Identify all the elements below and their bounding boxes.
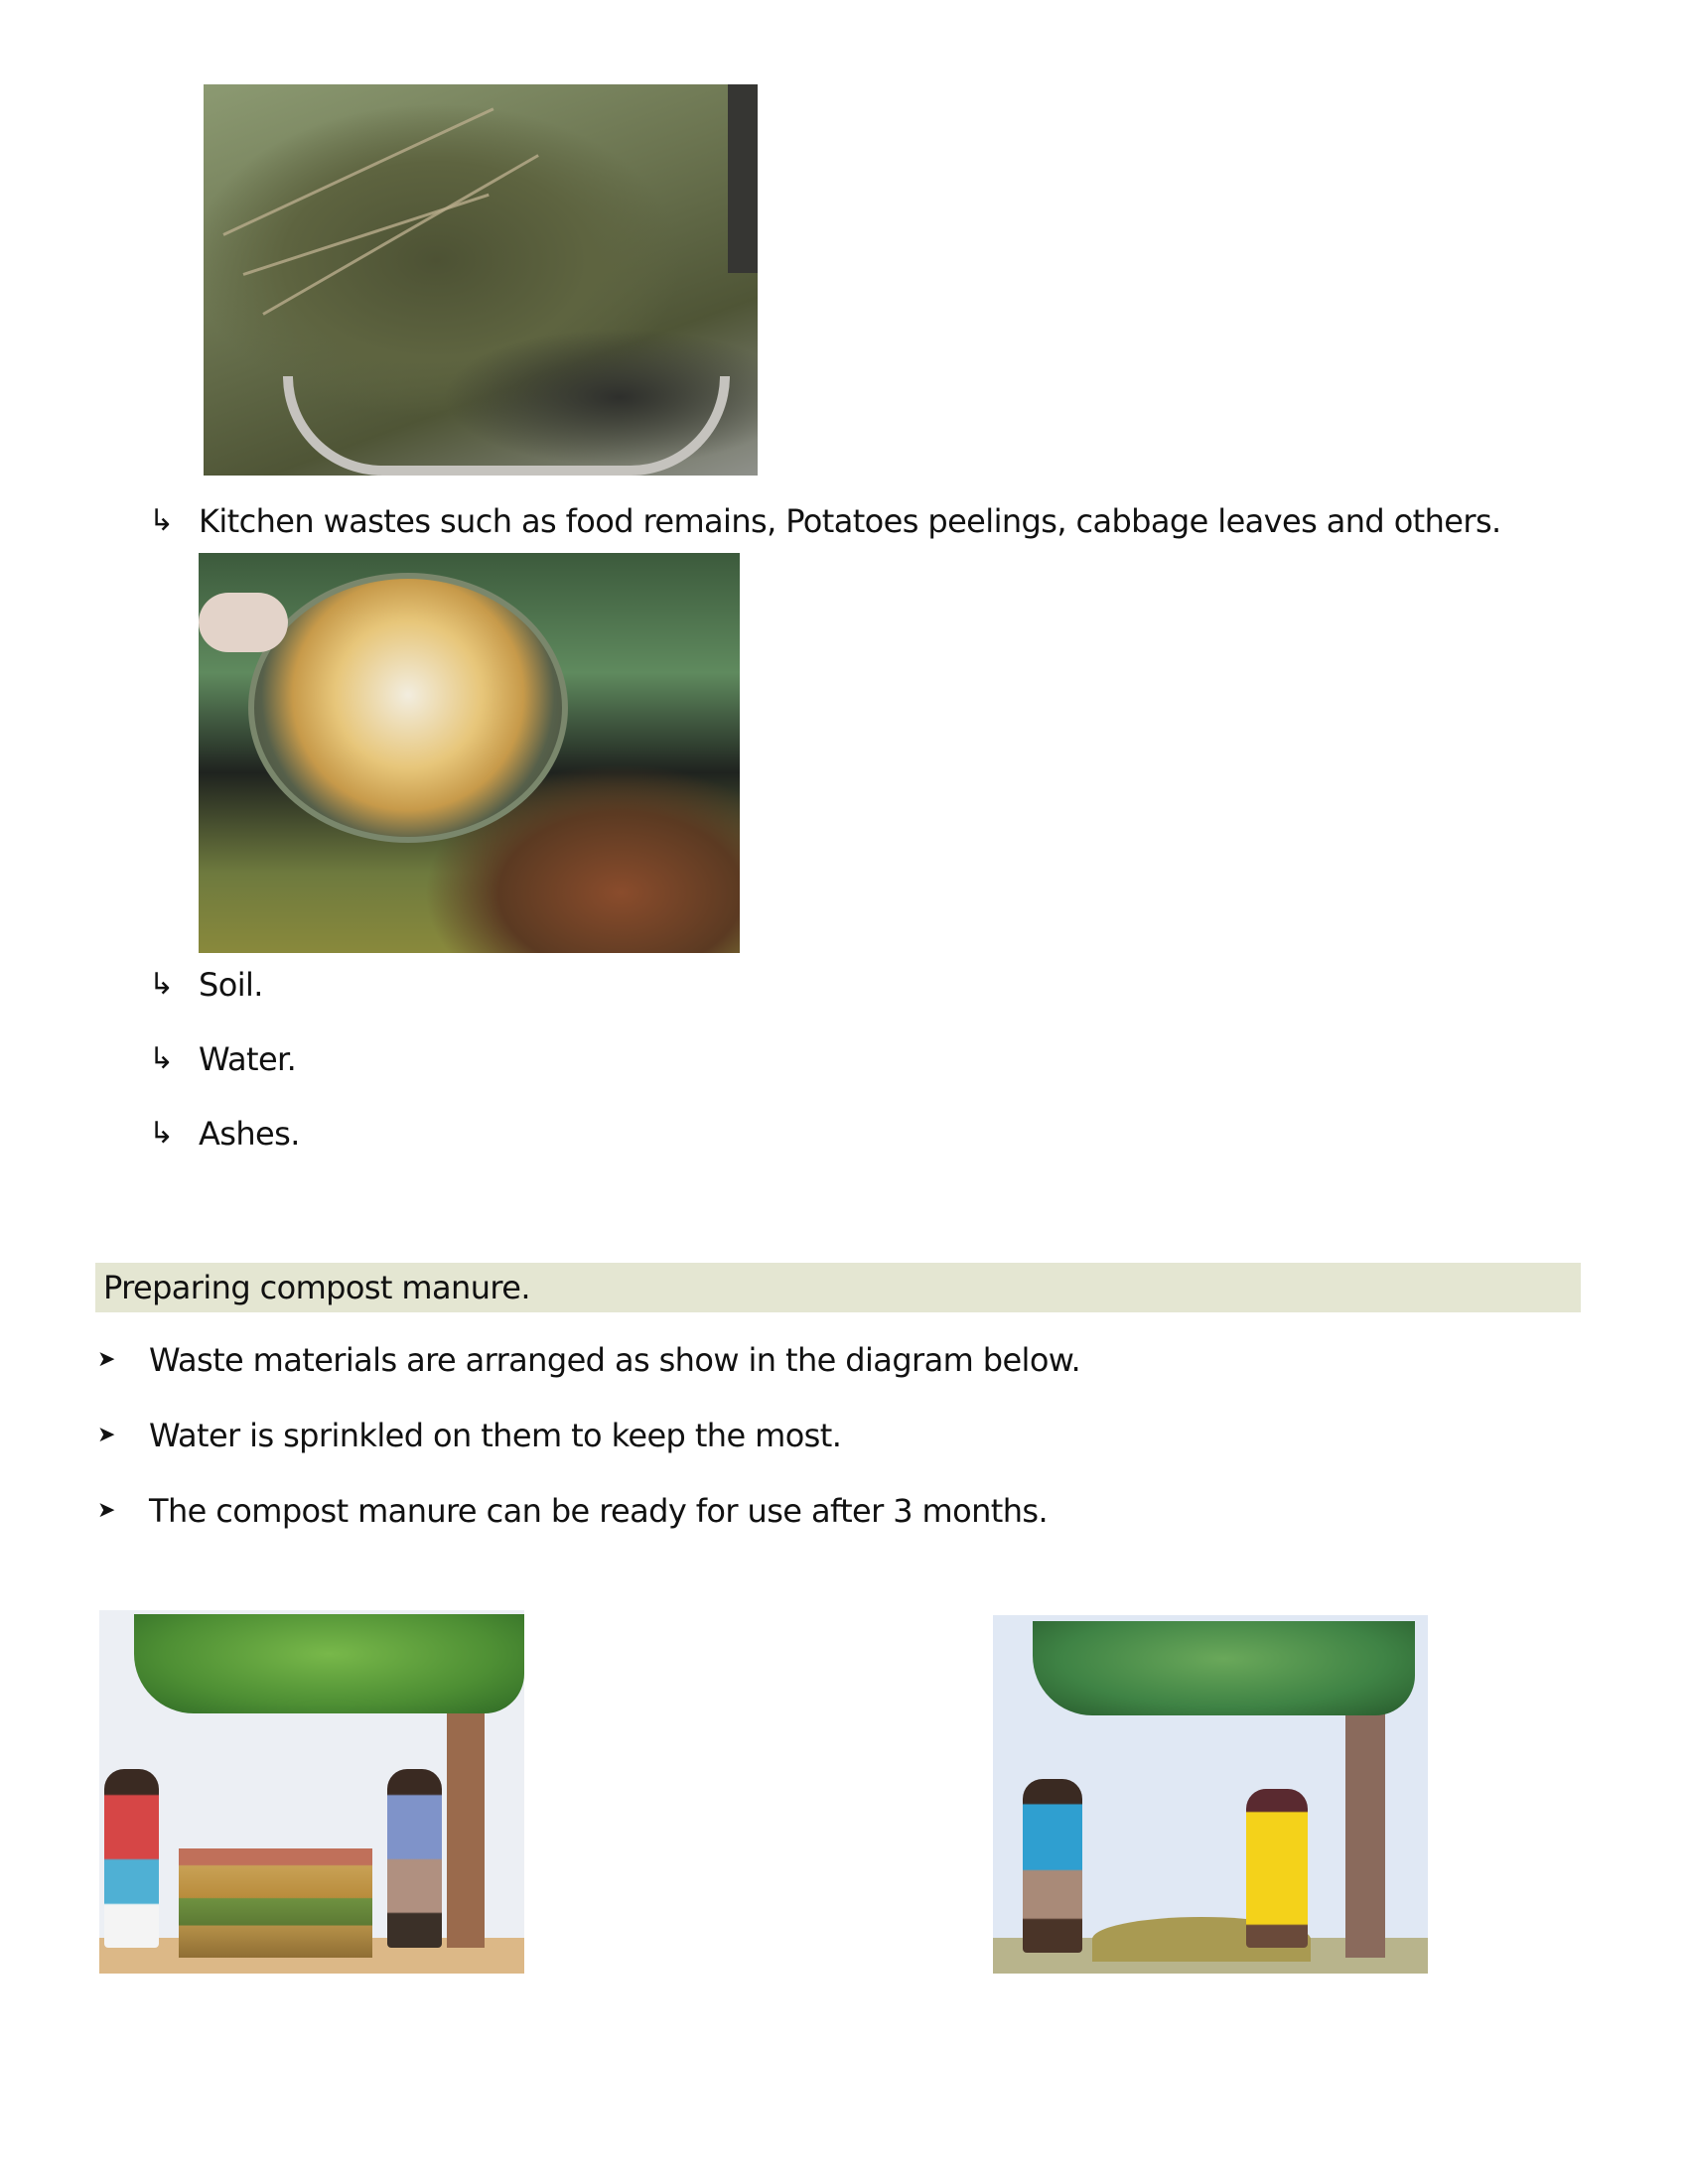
man-figure — [1023, 1779, 1082, 1953]
arrowhead-bullet-icon: ➤ — [97, 1347, 116, 1372]
turning-compost-illustration — [993, 1615, 1428, 1974]
arrow-bullet-icon: ↳ — [149, 1116, 175, 1151]
compost-tub-photo-alt — [204, 84, 205, 85]
step-sprinkle-water: Water is sprinkled on them to keep the most. — [149, 1417, 842, 1454]
arrowhead-bullet-icon: ➤ — [97, 1423, 116, 1447]
layering-illustration-alt — [99, 1610, 100, 1611]
material-item-ashes: Ashes. — [199, 1115, 300, 1153]
section-heading-bar — [95, 1263, 1581, 1312]
kitchen-waste-photo — [199, 553, 740, 953]
wooden-post — [728, 84, 758, 273]
step-arrange-materials: Waste materials are arranged as show in the diagram below. — [149, 1341, 1081, 1379]
step-ready-time: The compost manure can be ready for use after 3 months. — [149, 1492, 1049, 1530]
arrowhead-bullet-icon: ➤ — [97, 1498, 116, 1523]
tree-canopy — [1033, 1621, 1415, 1715]
bowl — [248, 573, 568, 843]
boy-figure — [387, 1769, 442, 1948]
tree-trunk — [447, 1700, 485, 1948]
hand — [199, 593, 288, 652]
turning-illustration-alt — [993, 1615, 994, 1616]
twig — [222, 107, 493, 236]
tub — [283, 376, 730, 476]
compost-tub-photo — [204, 84, 758, 476]
layering-compost-illustration — [99, 1610, 524, 1974]
material-item-water: Water. — [199, 1040, 297, 1078]
arrow-bullet-icon: ↳ — [149, 1041, 175, 1076]
tree-canopy — [134, 1614, 524, 1713]
arrow-bullet-icon: ↳ — [149, 503, 175, 538]
twig — [262, 154, 539, 316]
woman-figure — [1246, 1789, 1308, 1948]
tree-trunk — [1345, 1705, 1385, 1958]
kitchen-waste-photo-alt — [199, 553, 200, 554]
material-item-soil: Soil. — [199, 966, 263, 1004]
material-item-kitchen-wastes: Kitchen wastes such as food remains, Potatoes peelings, cabbage leaves and others. — [199, 502, 1501, 540]
arrow-bullet-icon: ↳ — [149, 967, 175, 1002]
section-heading: Preparing compost manure. — [103, 1269, 530, 1306]
girl-figure — [104, 1769, 159, 1948]
compost-layers — [179, 1848, 372, 1958]
